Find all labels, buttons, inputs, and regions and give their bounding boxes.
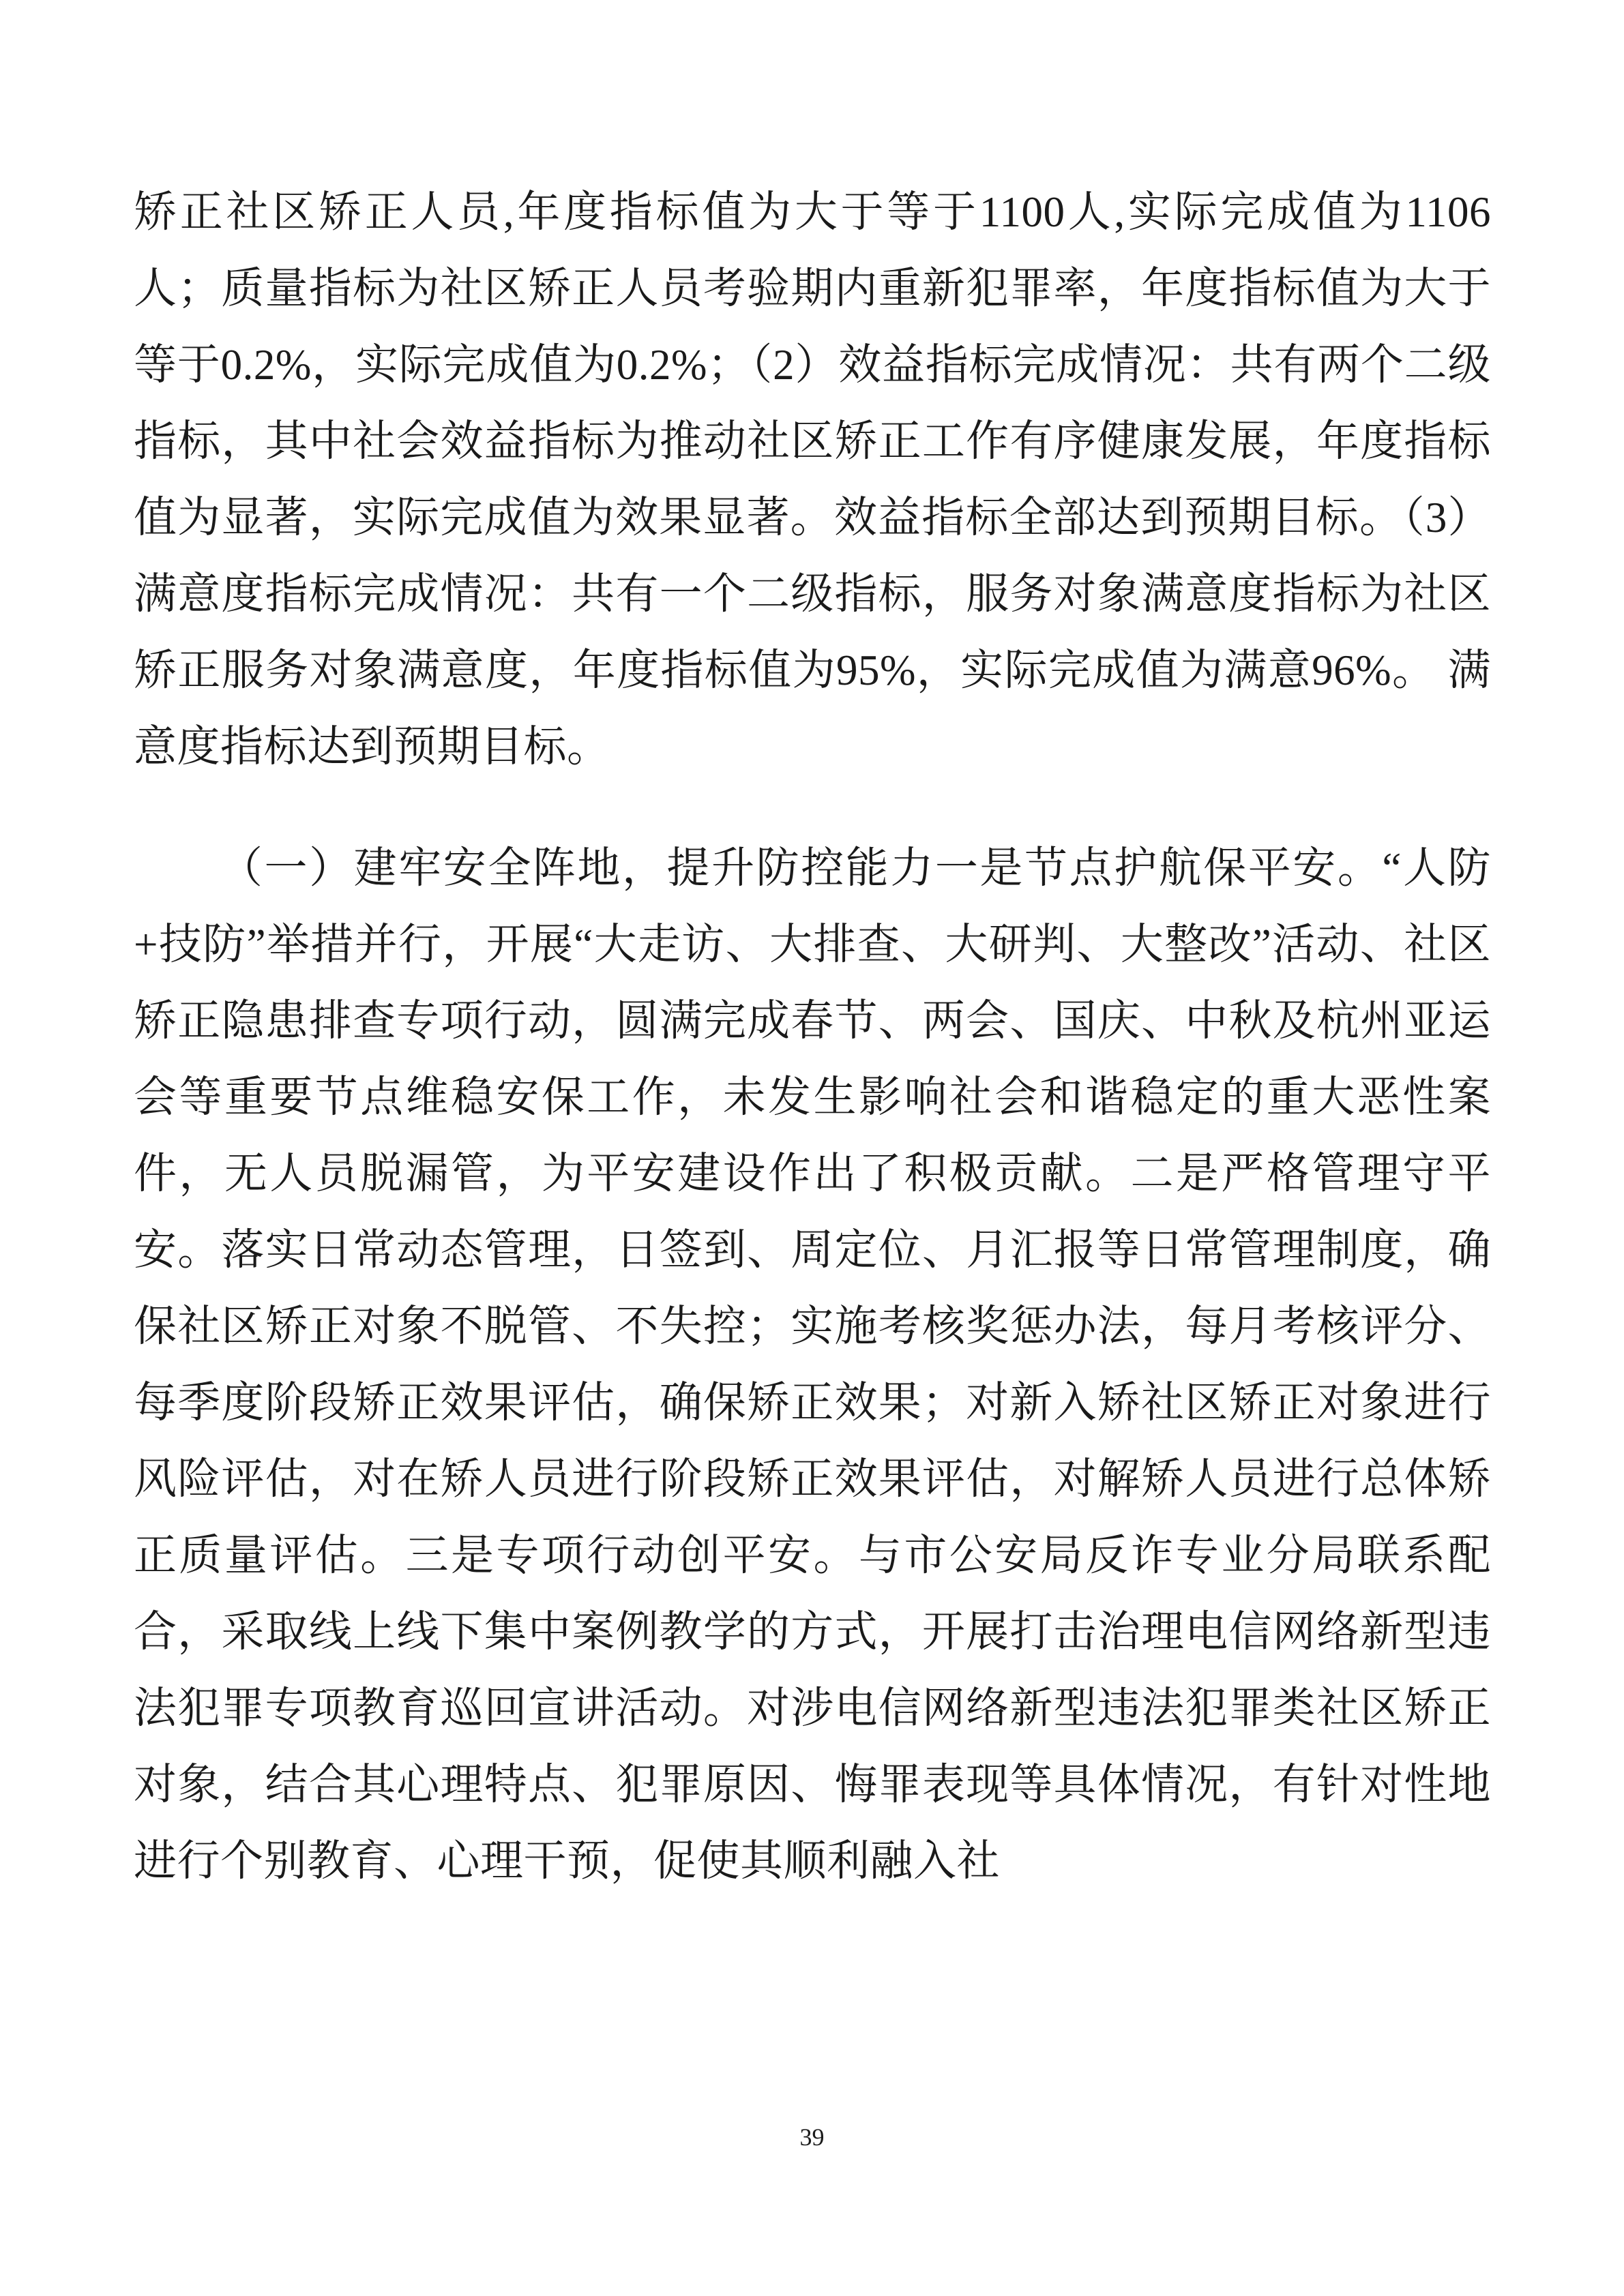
paragraph-safety-measures: （一）建牢安全阵地，提升防控能力一是节点护航保平安。“人防+技防”举措并行，开展“大走访、大排查、大研判、大整改”活动、社区矫正隐患排查专项行动，圆满完成春节、两会、国庆、中秋及杭州亚运会等重要节点维稳安保工作，未发生影响社会和谐稳定的重大恶性案件，无人员脱漏管，为平安建设作出了积极贡献。二是严格管理守平安。落实日常动态管理，日签到、周定位、月汇报等日常管理制度，确保社区矫正对象不脱管、不失控；实施考核奖惩办法，每月考核评分、每季度阶段矫正效果评估，确保矫正效果；对新入矫社区矫正对象进行风险评估，对在矫人员进行阶段矫正效果评估，对解矫人员进行总体矫正质量评估。三是专项行动创平安。与市公安局反诈专业分局联系配合，采取线上线下集中案例教学的方式，开展打击治理电信网络新型违法犯罪专项教育巡回宣讲活动。对涉电信网络新型违法犯罪类社区矫正对象，结合其心理特点、犯罪原因、悔罪表现等具体情况，有针对性地进行个别教育、心理干预，促使其顺利融入社 [134, 844, 1491, 1885]
page-number: 39 [799, 2123, 825, 2151]
page-body [134, 174, 1491, 1899]
paragraph-performance-indicators: 矫正社区矫正人员,年度指标值为大于等于1100人,实际完成值为1106人；质量指标为社区矫正人员考验期内重新犯罪率，年度指标值为大于等于0.2%，实际完成值为0.2%；（2）效益指标完成情况：共有两个二级指标，其中社会效益指标为推动社区矫正工作有序健康发展，年度指标值为显著，实际完成值为效果显著。效益指标全部达到预期目标。（3）满意度指标完成情况：共有一个二级指标，服务对象满意度指标为社区矫正服务对象满意度，年度指标值为95%，实际完成值为满意96%。 满意度指标达到预期目标。 [134, 188, 1491, 771]
